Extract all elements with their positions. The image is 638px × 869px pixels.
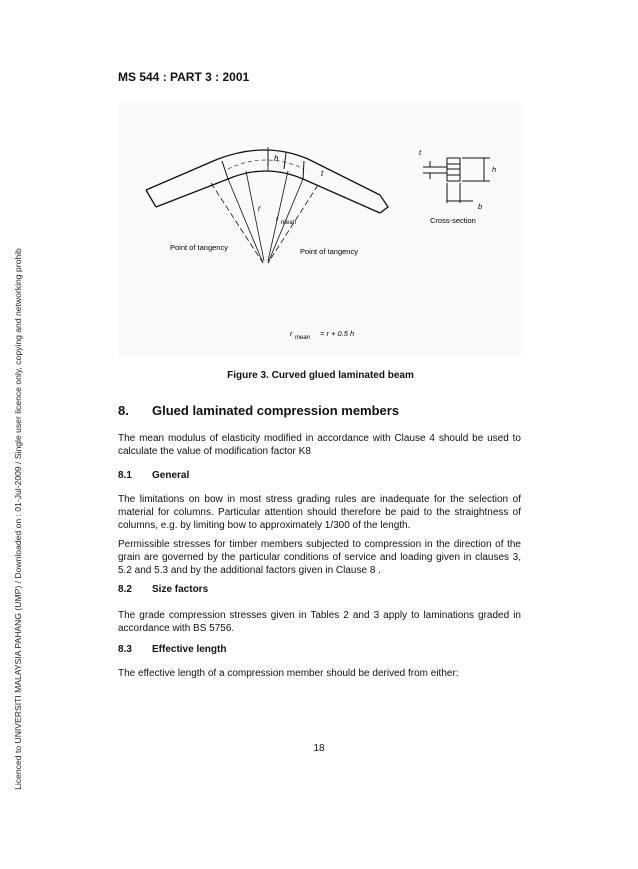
- label-cs-b: b: [478, 202, 483, 211]
- document-header: MS 544 : PART 3 : 2001: [118, 70, 250, 84]
- section-title: General: [152, 470, 190, 481]
- section-title: Size factors: [152, 584, 209, 595]
- section-number: 8.1: [118, 470, 132, 481]
- section-title: Effective length: [152, 644, 227, 655]
- label-cross-section: Cross-section: [430, 216, 476, 225]
- label-r: r: [258, 204, 261, 213]
- beam-left-end: [146, 190, 156, 207]
- label-cs-h: h: [492, 165, 497, 174]
- section-8-2-para: The grade compression stresses given in Tables 2 and 3 apply to laminations graded in accordance with BS 5756.: [118, 610, 521, 634]
- curved-beam-diagram: [118, 103, 523, 356]
- beam-right-end: [380, 195, 388, 213]
- cross-section-diagram: [423, 158, 490, 203]
- section-title: Glued laminated compression members: [152, 403, 400, 418]
- formula-r-mean: r: [290, 329, 293, 338]
- section-number: 8.2: [118, 584, 132, 595]
- section-number: 8.: [118, 403, 129, 418]
- section-8-1-heading: [118, 470, 189, 481]
- label-cs-t: t: [419, 148, 422, 157]
- page-number: 18: [313, 743, 325, 754]
- licence-notice: Licenced to UNIVERSITI MALAYSIA PAHANG (UMP) / Downloaded on : 01-Jul-2009 / Single user licence only, copying and networking prohib: [13, 248, 23, 790]
- section-8-1-para-1: The limitations on bow in most stress grading rules are inadequate for the selection of material for columns. Particular attention should therefore be paid to the straightness of columns, e.g. by limiting bow to approximately 1/300 of the length.: [118, 494, 521, 531]
- section-8-2-heading: [118, 584, 208, 595]
- formula-expression: = r + 0.5 h: [320, 329, 355, 338]
- label-h: h: [274, 154, 279, 163]
- label-point-tangency-right: Point of tangency: [300, 247, 358, 256]
- section-8-intro: The mean modulus of elasticity modified in accordance with Clause 4 should be used to calculate the value of modification factor K8: [118, 433, 521, 457]
- formula-r-mean-sub: mean: [295, 335, 311, 341]
- lamination-line: [228, 160, 304, 169]
- label-r-mean: r: [276, 216, 279, 223]
- section-number: 8.3: [118, 644, 132, 655]
- section-8-heading: [118, 403, 399, 418]
- section-8-1-para-2: Permissible stresses for timber members subjected to compression in the direction of the grain are governed by the particular conditions of service and loading given in clauses 3, 5.2 and 5.3 and by the additional factors given in Clause 8 .: [118, 539, 521, 576]
- beam-bottom-edge: [156, 171, 380, 213]
- label-point-tangency-left: Point of tangency: [170, 243, 228, 252]
- label-r-mean-sub: mean: [281, 220, 297, 226]
- figure-caption: Figure 3. Curved glued laminated beam: [227, 370, 414, 381]
- beam-top-edge: [146, 150, 380, 195]
- section-8-3-para: The effective length of a compression member should be derived from either:: [118, 668, 459, 679]
- figure-curved-beam: [118, 103, 523, 356]
- section-8-3-heading: [118, 644, 226, 655]
- radius-line-left: [228, 179, 263, 263]
- label-t: t: [321, 169, 324, 178]
